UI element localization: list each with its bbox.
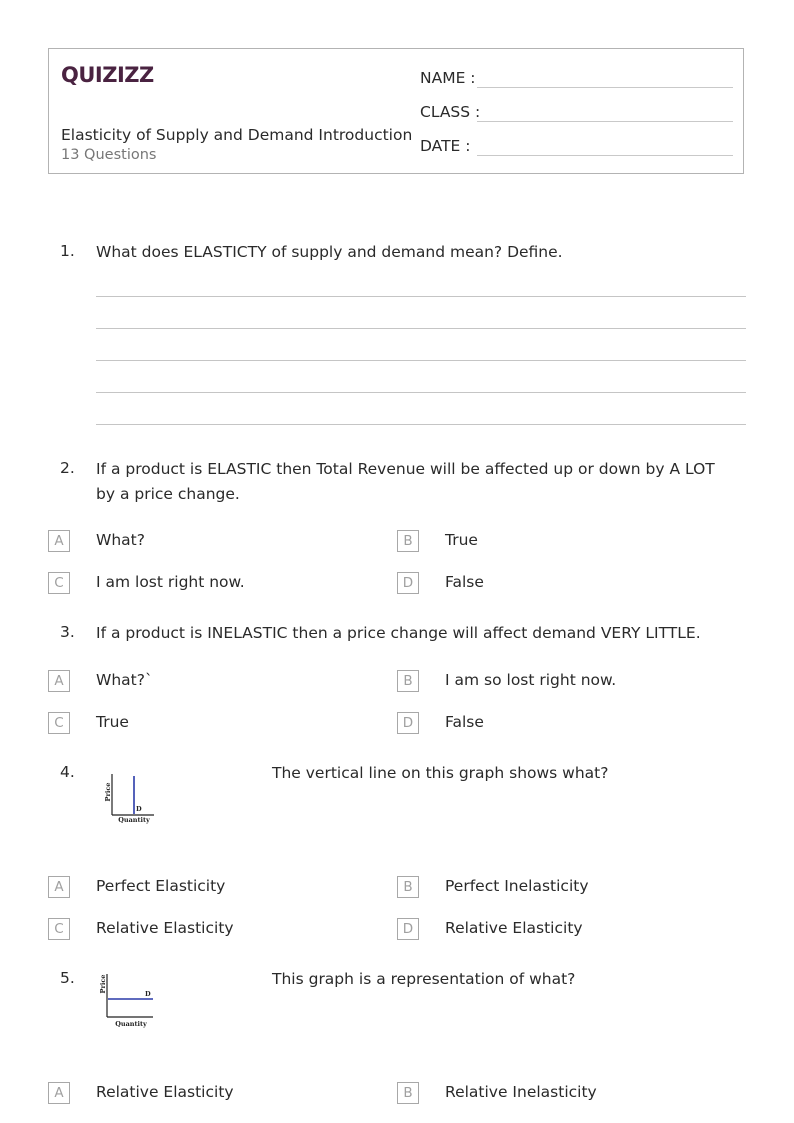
- question-text: If a product is INELASTIC then a price change will affect demand VERY LITTLE.: [96, 624, 701, 642]
- perfectly-inelastic-demand-graph: [104, 770, 162, 826]
- question-number: 5.: [60, 969, 75, 987]
- option-text: True: [445, 531, 478, 549]
- answer-line[interactable]: [96, 392, 746, 393]
- option-text: False: [445, 713, 484, 731]
- answer-line[interactable]: [96, 360, 746, 361]
- option-letter-box: A: [48, 670, 70, 692]
- option-letter-box: D: [397, 918, 419, 940]
- option-text: What?: [96, 531, 145, 549]
- perfectly-elastic-demand-graph: [97, 970, 159, 1030]
- question-text: This graph is a representation of what?: [272, 970, 576, 988]
- question-number: 4.: [60, 763, 75, 781]
- graph-x-label: Quantity: [118, 816, 150, 824]
- option-text: Relative Elasticity: [96, 1083, 234, 1101]
- question-text: If a product is ELASTIC then Total Revenue will be affected up or down by A LOT by a price change.: [96, 460, 715, 503]
- name-label: NAME :: [420, 69, 476, 87]
- option-text: True: [96, 713, 129, 731]
- class-field[interactable]: [420, 100, 733, 124]
- demand-curve-label: D: [136, 805, 142, 813]
- question-text: The vertical line on this graph shows what?: [272, 764, 609, 782]
- answer-line[interactable]: [96, 424, 746, 425]
- option-letter-box: C: [48, 712, 70, 734]
- option-letter-box: B: [397, 530, 419, 552]
- option-letter-box: D: [397, 572, 419, 594]
- option-text: Relative Inelasticity: [445, 1083, 597, 1101]
- option-text: Relative Elasticity: [96, 919, 234, 937]
- option-letter-box: B: [397, 876, 419, 898]
- logo-text: QUIZIZZ: [61, 63, 154, 87]
- date-line[interactable]: [477, 155, 733, 156]
- worksheet-header: [48, 48, 744, 174]
- option-text: I am lost right now.: [96, 573, 245, 591]
- option-letter-box: A: [48, 530, 70, 552]
- demand-curve-label: D: [145, 990, 151, 998]
- worksheet-title: Elasticity of Supply and Demand Introduction: [61, 126, 413, 144]
- option-text: What?`: [96, 671, 153, 689]
- option-text: I am so lost right now.: [445, 671, 617, 689]
- name-line[interactable]: [477, 87, 733, 88]
- question-count: 13 Questions: [61, 147, 157, 163]
- question-number: 1.: [60, 242, 75, 260]
- option-letter-box: B: [397, 670, 419, 692]
- option-letter-box: A: [48, 876, 70, 898]
- option-text: Perfect Inelasticity: [445, 877, 589, 895]
- option-letter-box: D: [397, 712, 419, 734]
- answer-line[interactable]: [96, 328, 746, 329]
- quizizz-logo: [61, 61, 157, 87]
- question-number: 3.: [60, 623, 75, 641]
- graph-x-label: Quantity: [115, 1020, 147, 1028]
- date-field[interactable]: [420, 134, 733, 158]
- class-line[interactable]: [477, 121, 733, 122]
- date-label: DATE :: [420, 137, 471, 155]
- option-letter-box: C: [48, 572, 70, 594]
- question-number: 2.: [60, 459, 75, 477]
- option-letter-box: A: [48, 1082, 70, 1104]
- answer-line[interactable]: [96, 296, 746, 297]
- graph-y-label: Price: [104, 782, 112, 802]
- option-letter-box: B: [397, 1082, 419, 1104]
- option-text: Perfect Elasticity: [96, 877, 226, 895]
- class-label: CLASS :: [420, 103, 481, 121]
- option-text: Relative Elasticity: [445, 919, 583, 937]
- question-text: What does ELASTICTY of supply and demand mean? Define.: [96, 243, 563, 261]
- option-letter-box: C: [48, 918, 70, 940]
- name-field[interactable]: [420, 66, 733, 90]
- graph-y-label: Price: [99, 974, 107, 994]
- option-text: False: [445, 573, 484, 591]
